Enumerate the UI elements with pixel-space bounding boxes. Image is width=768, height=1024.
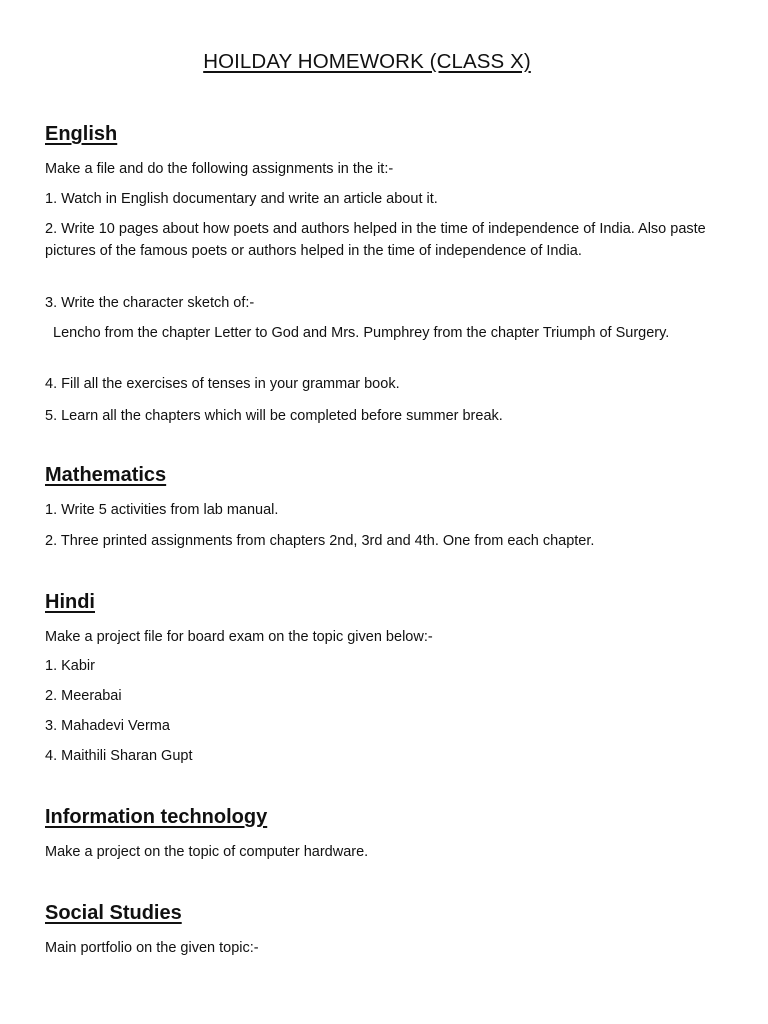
page-title: HOILDAY HOMEWORK (CLASS X) bbox=[203, 50, 531, 73]
english-item-4: 4. Fill all the exercises of tenses in your grammar book. bbox=[45, 376, 400, 392]
english-item-3: 3. Write the character sketch of:- bbox=[45, 295, 255, 311]
it-item-1: Make a project on the topic of computer hardware. bbox=[45, 844, 369, 860]
section-heading-social-studies: Social Studies bbox=[45, 902, 182, 924]
section-heading-information-technology: Information technology bbox=[45, 806, 268, 828]
english-intro: Make a file and do the following assignments in the it:- bbox=[45, 161, 394, 177]
english-item-1: 1. Watch in English documentary and write an article about it. bbox=[45, 191, 438, 207]
english-item-3-detail: Lencho from the chapter Letter to God and Mrs. Pumphrey from the chapter Triumph of Surgery. bbox=[45, 325, 670, 341]
section-heading-english: English bbox=[45, 123, 118, 145]
mathematics-item-2: 2. Three printed assignments from chapters 2nd, 3rd and 4th. One from each chapter. bbox=[45, 533, 595, 549]
hindi-intro: Make a project file for board exam on the topic given below:- bbox=[45, 629, 433, 645]
hindi-item-1: 1. Kabir bbox=[45, 658, 95, 674]
social-intro: Main portfolio on the given topic:- bbox=[45, 940, 259, 956]
hindi-item-2: 2. Meerabai bbox=[45, 688, 122, 704]
hindi-item-4: 4. Maithili Sharan Gupt bbox=[45, 748, 193, 764]
section-heading-mathematics: Mathematics bbox=[45, 464, 167, 486]
mathematics-item-1: 1. Write 5 activities from lab manual. bbox=[45, 502, 279, 518]
english-item-5: 5. Learn all the chapters which will be completed before summer break. bbox=[45, 408, 503, 424]
hindi-item-3: 3. Mahadevi Verma bbox=[45, 718, 170, 734]
section-heading-hindi: Hindi bbox=[45, 591, 95, 613]
english-item-2: 2. Write 10 pages about how poets and authors helped in the time of independence of India. Also paste pictures of the famous poets or authors helped in the time of independence of India. bbox=[45, 221, 706, 259]
